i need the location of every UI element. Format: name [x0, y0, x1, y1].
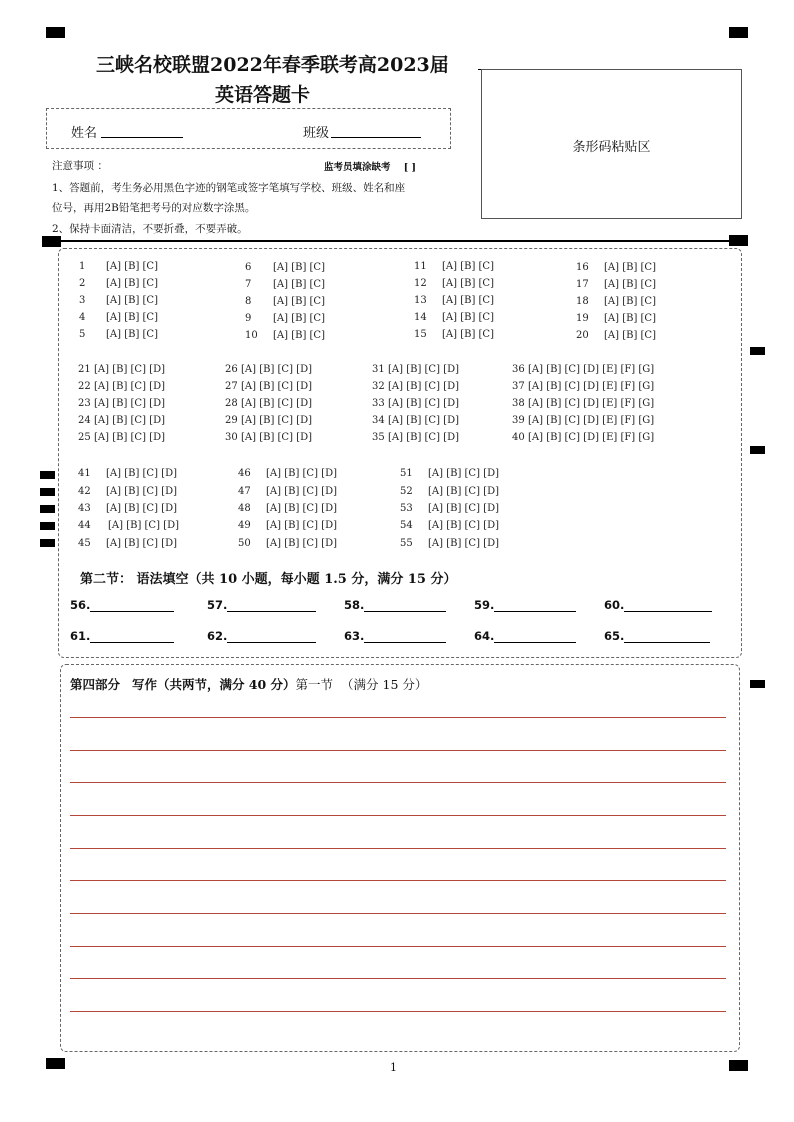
question-number: 26 [225, 364, 238, 375]
blank-field[interactable] [494, 630, 576, 643]
answer-options[interactable]: [A] [B] [C] [D] [106, 486, 177, 497]
alignment-marker [729, 27, 748, 38]
question-number: 39 [512, 415, 525, 426]
question-number: 27 [225, 381, 238, 392]
question-number: 5 [79, 329, 86, 340]
subsection-label: 第一节 [295, 677, 334, 692]
question-row[interactable] [78, 381, 165, 392]
question-number: 49 [238, 520, 251, 531]
question-number: 25 [78, 432, 91, 443]
exam-title: 三峡名校联盟2022年春季联考高2023届 [96, 54, 449, 76]
question-row[interactable] [400, 538, 499, 549]
question-row[interactable] [238, 520, 337, 531]
alignment-marker [729, 1060, 748, 1071]
question-row[interactable] [576, 279, 656, 290]
absent-checkbox[interactable]: [ ] [403, 162, 417, 173]
question-row[interactable] [576, 296, 656, 307]
answer-options[interactable]: [A] [B] [C] [D] [266, 468, 337, 479]
blank-59 [474, 598, 576, 612]
blank-64 [474, 629, 576, 643]
writing-line[interactable] [70, 1011, 726, 1012]
question-row[interactable] [512, 432, 654, 443]
question-row[interactable] [400, 520, 499, 531]
question-number: 19 [576, 313, 589, 324]
answer-options[interactable]: [A] [B] [C] [442, 261, 494, 272]
question-row[interactable] [576, 262, 656, 273]
question-row[interactable] [78, 432, 165, 443]
answer-options[interactable]: [A] [B] [C] [273, 296, 325, 307]
answer-options[interactable]: [A] [B] [C] [D] [241, 415, 312, 426]
answer-options[interactable]: [A] [B] [C] [604, 296, 656, 307]
answer-options[interactable]: [A] [B] [C] [D] [388, 432, 459, 443]
writing-line[interactable] [70, 978, 726, 979]
question-number: 53 [400, 503, 413, 514]
question-row[interactable] [245, 330, 325, 341]
blank-field[interactable] [90, 599, 174, 612]
writing-panel [60, 664, 740, 1052]
question-row[interactable] [512, 415, 654, 426]
blank-number: 65. [604, 629, 625, 643]
blank-61 [70, 629, 174, 643]
answer-options[interactable]: [A] [B] [C] [D] [94, 398, 165, 409]
question-number: 14 [414, 312, 427, 323]
answer-options[interactable]: [A] [B] [C] [D] [428, 486, 499, 497]
answer-options[interactable]: [A] [B] [C] [D] [106, 468, 177, 479]
answer-options[interactable]: [A] [B] [C] [D] [388, 415, 459, 426]
question-number: 31 [372, 364, 385, 375]
question-number: 9 [245, 313, 252, 324]
writing-line[interactable] [70, 946, 726, 947]
question-number: 15 [414, 329, 427, 340]
blank-field[interactable] [624, 630, 710, 643]
answer-options[interactable]: [A] [B] [C] [106, 312, 158, 323]
answer-options[interactable]: [A] [B] [C] [442, 312, 494, 323]
answer-options[interactable]: [A] [B] [C] [D] [E] [F] [G] [528, 398, 655, 409]
question-row[interactable] [225, 432, 312, 443]
question-row[interactable] [78, 398, 165, 409]
question-number: 24 [78, 415, 91, 426]
alignment-marker [46, 1058, 65, 1069]
writing-line[interactable] [70, 815, 726, 816]
question-row[interactable] [78, 486, 177, 497]
answer-options[interactable]: [A] [B] [C] [273, 313, 325, 324]
blank-number: 57. [207, 598, 228, 612]
question-number: 50 [238, 538, 251, 549]
answer-options[interactable]: [A] [B] [C] [604, 262, 656, 273]
blank-field[interactable] [90, 630, 174, 643]
question-row[interactable] [245, 313, 325, 324]
question-row[interactable] [400, 468, 499, 479]
answer-options[interactable]: [A] [B] [C] [D] [E] [F] [G] [528, 415, 655, 426]
question-number: 7 [245, 279, 252, 290]
question-number: 48 [238, 503, 251, 514]
question-number: 52 [400, 486, 413, 497]
question-number: 8 [245, 296, 252, 307]
blank-field[interactable] [227, 599, 316, 612]
answer-options[interactable]: [A] [B] [C] [D] [266, 503, 337, 514]
question-row[interactable] [576, 313, 656, 324]
question-row[interactable] [78, 364, 165, 375]
question-row[interactable] [512, 381, 654, 392]
class-field[interactable] [331, 137, 421, 138]
answer-options[interactable]: [A] [B] [C] [442, 295, 494, 306]
blank-number: 59. [474, 598, 495, 612]
alignment-marker [40, 522, 55, 530]
question-number: 42 [78, 486, 91, 497]
question-number: 13 [414, 295, 427, 306]
exam-subtitle: 英语答题卡 [215, 84, 311, 106]
question-row[interactable] [225, 398, 312, 409]
question-row[interactable] [372, 364, 459, 375]
blank-58 [344, 598, 446, 612]
class-label: 班级 [303, 126, 330, 141]
blank-number: 61. [70, 629, 91, 643]
question-row[interactable] [400, 503, 499, 514]
alignment-marker [40, 488, 55, 496]
answer-options[interactable]: [A] [B] [C] [D] [E] [F] [G] [528, 432, 655, 443]
question-number: 23 [78, 398, 91, 409]
answer-options[interactable]: [A] [B] [C] [106, 329, 158, 340]
question-number: 20 [576, 330, 589, 341]
question-row[interactable] [245, 262, 325, 273]
question-number: 36 [512, 364, 525, 375]
question-row[interactable] [414, 278, 494, 289]
question-number: 11 [414, 261, 427, 272]
question-number: 55 [400, 538, 413, 549]
question-number: 33 [372, 398, 385, 409]
barcode-label: 条形码粘贴区 [572, 140, 651, 155]
answer-options[interactable]: [A] [B] [C] [D] [94, 415, 165, 426]
question-row[interactable] [414, 261, 494, 272]
question-number: 22 [78, 381, 91, 392]
alignment-marker [40, 539, 55, 547]
writing-title: 写作（共两节，满分 40 分） [131, 677, 296, 692]
blank-56 [70, 598, 174, 612]
question-number: 41 [78, 468, 91, 479]
question-number: 30 [225, 432, 238, 443]
question-row[interactable] [79, 295, 158, 306]
question-number: 17 [576, 279, 589, 290]
question-row[interactable] [78, 503, 177, 514]
question-row[interactable] [512, 364, 654, 375]
blank-63 [344, 629, 446, 643]
question-row[interactable] [78, 468, 177, 479]
answer-options[interactable]: [A] [B] [C] [D] [428, 520, 499, 531]
answer-options[interactable]: [A] [B] [C] [D] [106, 503, 177, 514]
writing-line[interactable] [70, 880, 726, 881]
answer-options[interactable]: [A] [B] [C] [D] [108, 520, 179, 531]
answer-options[interactable]: [A] [B] [C] [D] [94, 364, 165, 375]
alignment-marker [750, 446, 765, 454]
question-number: 12 [414, 278, 427, 289]
student-info-box [46, 108, 451, 149]
alignment-marker [750, 347, 765, 355]
answer-options[interactable]: [A] [B] [C] [D] [428, 468, 499, 479]
blank-field[interactable] [624, 599, 712, 612]
question-row[interactable] [225, 364, 312, 375]
answer-options[interactable]: [A] [B] [C] [D] [94, 381, 165, 392]
alignment-marker [46, 27, 65, 38]
answer-options[interactable]: [A] [B] [C] [604, 279, 656, 290]
question-number: 43 [78, 503, 91, 514]
question-number: 37 [512, 381, 525, 392]
notes-heading: 注意事项 ： [52, 160, 108, 172]
question-number: 34 [372, 415, 385, 426]
question-row[interactable] [79, 261, 158, 272]
blank-62 [207, 629, 316, 643]
question-number: 40 [512, 432, 525, 443]
answer-options[interactable]: [A] [B] [C] [D] [388, 364, 459, 375]
question-number: 18 [576, 296, 589, 307]
question-row[interactable] [372, 398, 459, 409]
question-row[interactable] [414, 329, 494, 340]
question-row[interactable] [400, 486, 499, 497]
question-number: 29 [225, 415, 238, 426]
question-number: 45 [78, 538, 91, 549]
answer-options[interactable]: [A] [B] [C] [D] [388, 381, 459, 392]
page-number: 1 [390, 1061, 397, 1074]
writing-line[interactable] [70, 717, 726, 718]
invigilator-text: 监考员填涂缺考 [324, 162, 391, 173]
question-row[interactable] [372, 381, 459, 392]
note-1-cont: 位号，再用2B铅笔把考号的对应数字涂黑。 [52, 202, 256, 214]
answer-options[interactable]: [A] [B] [C] [D] [266, 538, 337, 549]
answer-options[interactable]: [A] [B] [C] [D] [241, 381, 312, 392]
answer-options[interactable]: [A] [B] [C] [273, 279, 325, 290]
alignment-marker [40, 505, 55, 513]
answer-options[interactable]: [A] [B] [C] [106, 278, 158, 289]
answer-options[interactable]: [A] [B] [C] [442, 329, 494, 340]
question-row[interactable] [414, 312, 494, 323]
question-number: 46 [238, 468, 251, 479]
writing-line[interactable] [70, 913, 726, 914]
question-number: 21 [78, 364, 91, 375]
question-row[interactable] [238, 468, 337, 479]
blank-60 [604, 598, 712, 612]
answer-options[interactable]: [A] [B] [C] [106, 261, 158, 272]
question-row[interactable] [225, 381, 312, 392]
question-row[interactable] [78, 538, 177, 549]
blank-number: 56. [70, 598, 91, 612]
writing-line[interactable] [70, 848, 726, 849]
blank-number: 63. [344, 629, 365, 643]
question-row[interactable] [78, 520, 179, 531]
note-2: 2、保持卡面清洁，不要折叠，不要弄破。 [52, 223, 248, 235]
question-row[interactable] [79, 278, 158, 289]
question-row[interactable] [79, 329, 158, 340]
question-number: 47 [238, 486, 251, 497]
question-number: 16 [576, 262, 589, 273]
question-number: 28 [225, 398, 238, 409]
header-divider [58, 240, 738, 242]
blank-field[interactable] [364, 630, 446, 643]
answer-options[interactable]: [A] [B] [C] [D] [E] [F] [G] [528, 364, 655, 375]
question-number: 44 [78, 520, 91, 531]
question-row[interactable] [245, 296, 325, 307]
answer-options[interactable]: [A] [B] [C] [D] [106, 538, 177, 549]
part-label: 第四部分 [70, 677, 121, 692]
question-number: 35 [372, 432, 385, 443]
blank-number: 58. [344, 598, 365, 612]
question-row[interactable] [238, 486, 337, 497]
answer-options[interactable]: [A] [B] [C] [D] [428, 503, 499, 514]
answer-options[interactable]: [A] [B] [C] [D] [94, 432, 165, 443]
question-number: 4 [79, 312, 86, 323]
question-row[interactable] [372, 432, 459, 443]
question-row[interactable] [372, 415, 459, 426]
question-number: 10 [245, 330, 258, 341]
answer-options[interactable]: [A] [B] [C] [106, 295, 158, 306]
blank-57 [207, 598, 316, 612]
section2-title: 第二节： 语法填空（共 10 小题，每小题 1.5 分，满分 15 分） [80, 572, 457, 587]
question-row[interactable] [512, 398, 654, 409]
blank-field[interactable] [227, 630, 316, 643]
answer-options[interactable]: [A] [B] [C] [D] [388, 398, 459, 409]
answer-options[interactable]: [A] [B] [C] [604, 330, 656, 341]
question-row[interactable] [225, 415, 312, 426]
invigilator-label [324, 159, 416, 173]
answer-options[interactable]: [A] [B] [C] [D] [241, 432, 312, 443]
question-number: 51 [400, 468, 413, 479]
note-1: 1、答题前，考生务必用黑色字迹的钢笔或签字笔填写学校、班级、姓名和座 [52, 182, 406, 194]
answer-options[interactable]: [A] [B] [C] [D] [266, 486, 337, 497]
blank-number: 62. [207, 629, 228, 643]
question-row[interactable] [79, 312, 158, 323]
answer-options[interactable]: [A] [B] [C] [604, 313, 656, 324]
question-number: 3 [79, 295, 86, 306]
question-number: 2 [79, 278, 86, 289]
blank-field[interactable] [364, 599, 446, 612]
objective-answer-panel [58, 248, 742, 658]
answer-options[interactable]: [A] [B] [C] [442, 278, 494, 289]
question-number: 32 [372, 381, 385, 392]
question-row[interactable] [414, 295, 494, 306]
writing-line[interactable] [70, 782, 726, 783]
writing-line[interactable] [70, 750, 726, 751]
name-field[interactable] [101, 137, 183, 138]
blank-number: 64. [474, 629, 495, 643]
question-row[interactable] [238, 503, 337, 514]
answer-options[interactable]: [A] [B] [C] [D] [241, 398, 312, 409]
answer-options[interactable]: [A] [B] [C] [D] [E] [F] [G] [528, 381, 655, 392]
answer-options[interactable]: [A] [B] [C] [273, 262, 325, 273]
alignment-marker [750, 680, 765, 688]
question-row[interactable] [245, 279, 325, 290]
blank-65 [604, 629, 710, 643]
name-label: 姓名 [71, 126, 98, 141]
question-row[interactable] [238, 538, 337, 549]
barcode-area [481, 69, 742, 219]
question-number: 1 [79, 261, 86, 272]
blank-number: 60. [604, 598, 625, 612]
answer-options[interactable]: [A] [B] [C] [D] [428, 538, 499, 549]
question-row[interactable] [78, 415, 165, 426]
question-number: 54 [400, 520, 413, 531]
question-number: 38 [512, 398, 525, 409]
section4-heading [70, 675, 427, 693]
answer-options[interactable]: [A] [B] [C] [D] [241, 364, 312, 375]
answer-options[interactable]: [A] [B] [C] [D] [266, 520, 337, 531]
subsection-score: （满分 15 分） [341, 677, 428, 692]
question-number: 6 [245, 262, 252, 273]
alignment-marker [40, 471, 55, 479]
question-row[interactable] [576, 330, 656, 341]
blank-field[interactable] [494, 599, 576, 612]
answer-options[interactable]: [A] [B] [C] [273, 330, 325, 341]
